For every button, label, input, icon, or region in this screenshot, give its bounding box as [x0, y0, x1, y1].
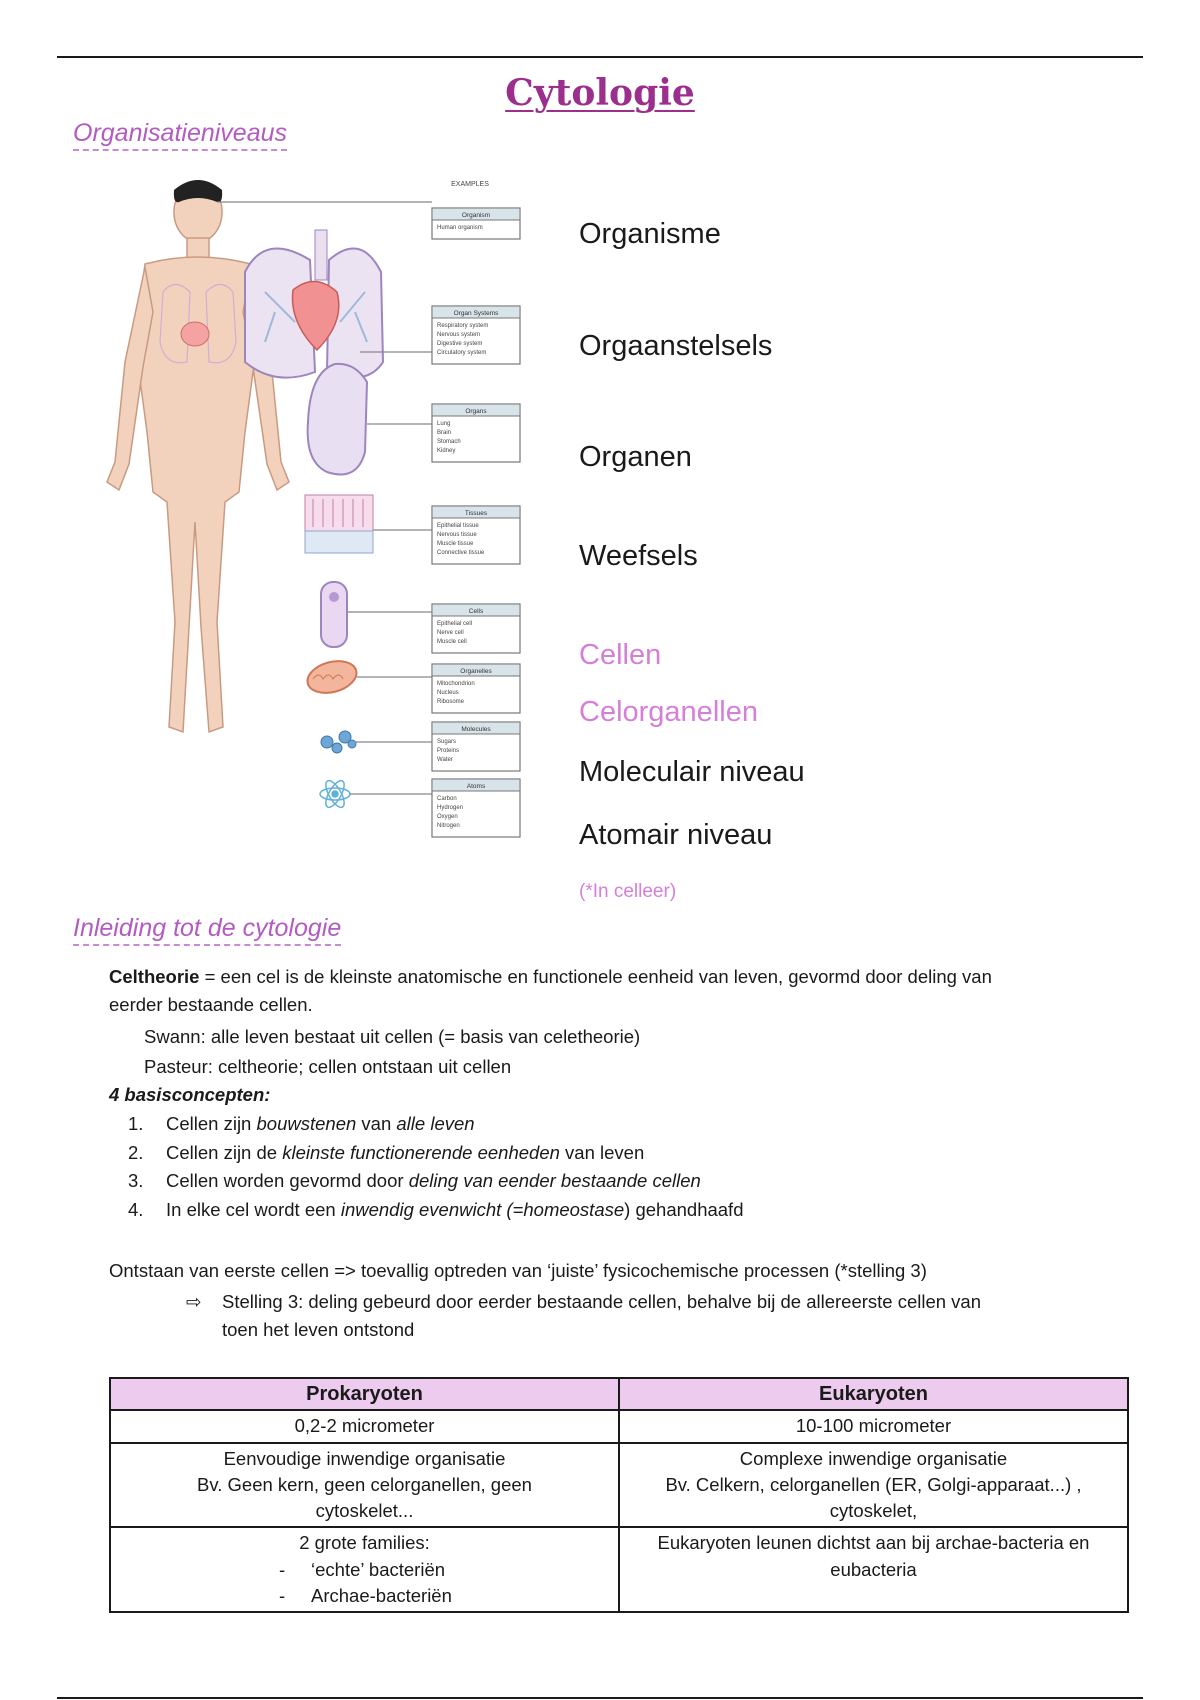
example-box: [432, 208, 520, 239]
list-marker: -: [279, 1558, 286, 1580]
level-label: Moleculair niveau: [579, 756, 805, 788]
concepts-heading: 4 basisconcepten:: [109, 1084, 271, 1105]
bottom-rule: [57, 1697, 1143, 1699]
cell-text: Archae-bacteriën: [311, 1584, 452, 1606]
swann-statement: Swann: alle leven bestaat uit cellen (= basis van celetheorie): [144, 1026, 641, 1047]
concept-text: van: [356, 1113, 397, 1134]
example-box-title: Organ Systems: [453, 310, 499, 317]
example-box-title: Organism: [461, 212, 491, 219]
cell-pro-organisation: [110, 1443, 619, 1528]
example-box: [432, 779, 520, 837]
example-box-item: Digestive system: [437, 341, 483, 347]
cell-pro-families: [110, 1527, 619, 1612]
level-label: Orgaanstelsels: [579, 330, 773, 362]
example-box: [432, 664, 520, 713]
tissue-icon: [305, 495, 373, 553]
example-box-title: Atoms: [466, 783, 486, 790]
list-item: [119, 1583, 610, 1609]
cell-text: Bv. Geen kern, geen celorganellen, geen: [197, 1473, 532, 1495]
example-box-item: Brain: [437, 430, 452, 436]
cell-text: 10-100 micrometer: [795, 1415, 952, 1437]
section-heading-levels: Organisatieniveaus: [73, 120, 287, 151]
example-box-item: Oxygen: [437, 814, 458, 820]
example-box: [432, 604, 520, 653]
example-box: [432, 506, 520, 564]
mitochondrion-icon: [304, 656, 360, 698]
concept-text: In elke cel wordt een: [166, 1198, 341, 1220]
example-box-item: Epithelial cell: [437, 621, 473, 627]
cell-text: cytoskelet...: [315, 1500, 414, 1522]
example-box-item: Lung: [437, 421, 451, 427]
arrow-right-icon: ⇨: [186, 1291, 202, 1312]
organization-levels-illustration: [105, 172, 545, 902]
molecules-icon: [321, 731, 356, 753]
example-box-item: Kidney: [437, 448, 456, 454]
cell-text: Eukaryoten leunen dichtst aan bij archae-bacteria en: [657, 1532, 1090, 1554]
list-marker: -: [279, 1584, 286, 1606]
examples-label: EXAMPLES: [451, 181, 489, 188]
cell-text: cytoskelet,: [829, 1500, 918, 1522]
concept-number: 2.: [128, 1141, 144, 1163]
example-box-item: Muscle tissue: [437, 541, 474, 547]
concept-item: [128, 1196, 744, 1225]
concept-number: 1.: [128, 1113, 144, 1134]
stelling-line1: Stelling 3: deling gebeurd door eerder bestaande cellen, behalve bij de allereerste cellen van: [222, 1291, 982, 1312]
cell-text: Eenvoudige inwendige organisatie: [223, 1447, 506, 1469]
concept-emphasis: bouwstenen: [256, 1113, 357, 1134]
example-box-item: Sugars: [437, 739, 457, 745]
cell-text: ‘echte’ bacteriën: [311, 1558, 446, 1580]
header-eukaryoten: Eukaryoten: [619, 1378, 1128, 1410]
concept-text: Cellen zijn: [166, 1113, 257, 1134]
concept-text: Cellen worden gevormd door: [166, 1170, 409, 1191]
cell-text: 2 grote families:: [299, 1532, 430, 1554]
table-row: [110, 1410, 1128, 1442]
cell-text: Complexe inwendige organisatie: [739, 1447, 1008, 1469]
levels-note: (*In celleer): [579, 881, 677, 902]
example-box-item: Nerve cell: [437, 630, 464, 636]
table-row: [110, 1443, 1128, 1528]
example-box-title: Molecules: [461, 726, 491, 733]
stelling-line2: toen het leven ontstond: [222, 1318, 415, 1340]
pasteur-statement: Pasteur: celtheorie; cellen ontstaan uit cellen: [144, 1056, 512, 1077]
list-item: [119, 1557, 610, 1583]
example-box-title: Tissues: [464, 510, 488, 517]
concept-text: Cellen zijn de: [166, 1141, 283, 1163]
celltheory-term: Celtheorie: [109, 966, 200, 987]
example-box-item: Circulatory system: [437, 350, 487, 356]
example-box-item: Nitrogen: [437, 823, 460, 829]
example-box-item: Mitochondrion: [437, 681, 475, 687]
cell-text: Bv. Celkern, celorganellen (ER, Golgi-apparaat...) ,: [665, 1473, 1082, 1495]
cell-text: 0,2-2 micrometer: [294, 1415, 435, 1437]
cell-eu-size: [619, 1410, 1128, 1442]
example-box-item: Proteins: [437, 748, 460, 754]
level-label: Atomair niveau: [579, 819, 773, 851]
celltheory-definition: [109, 963, 1139, 1019]
celltheory-def-line2: eerder bestaande cellen.: [109, 993, 313, 1015]
example-box-item: Muscle cell: [437, 639, 467, 645]
example-box-title: Organs: [465, 408, 487, 415]
concepts-list: [128, 1110, 744, 1224]
table-header-row: [110, 1378, 1128, 1410]
example-box-item: Epithelial tissue: [437, 523, 479, 529]
level-label: Weefsels: [579, 540, 698, 572]
origin-statement: Ontstaan van eerste cellen => toevallig optreden van ‘juiste’ fysicochemische processen (*stelling 3): [109, 1260, 927, 1281]
example-box-item: Human organism: [437, 225, 483, 231]
lungs-heart-icon: [245, 230, 383, 378]
concept-emphasis: deling van eender bestaande cellen: [408, 1170, 701, 1191]
concept-item: [128, 1139, 744, 1168]
level-label: Organisme: [579, 218, 721, 250]
example-box-title: Organelles: [460, 668, 492, 675]
cell-text: eubacteria: [830, 1558, 917, 1580]
cell-pro-size: [110, 1410, 619, 1442]
example-box: [432, 404, 520, 462]
page-title: Cytologie: [505, 72, 695, 114]
level-label: Cellen: [579, 639, 662, 671]
example-box-item: Nervous system: [437, 332, 481, 338]
atom-icon: [320, 778, 350, 810]
example-box-item: Connective tissue: [437, 550, 485, 556]
concept-item: [128, 1110, 744, 1139]
concept-text: ) gehandhaafd: [624, 1198, 744, 1220]
cell-eu-relation: [619, 1527, 1128, 1612]
example-box: [432, 722, 520, 771]
example-box-item: Stomach: [437, 439, 461, 445]
concept-emphasis: alle leven: [396, 1113, 475, 1134]
level-label: Organen: [579, 441, 692, 473]
cell-icon: [321, 582, 347, 647]
example-box-item: Nucleus: [437, 690, 459, 696]
lung-icon: [308, 364, 367, 475]
concept-emphasis: kleinste functionerende eenheden: [282, 1141, 560, 1163]
section-heading-intro: Inleiding tot de cytologie: [73, 915, 341, 946]
cell-eu-organisation: [619, 1443, 1128, 1528]
concept-emphasis: inwendig evenwicht (=homeostase: [340, 1198, 625, 1220]
header-prokaryoten: Prokaryoten: [110, 1378, 619, 1410]
concept-item: [128, 1167, 744, 1196]
comparison-table: [109, 1377, 1129, 1613]
example-box-item: Ribosome: [437, 699, 465, 705]
level-label: Celorganellen: [579, 696, 758, 728]
top-rule: [57, 56, 1143, 58]
example-box-item: Water: [437, 757, 453, 763]
stelling-note: [186, 1288, 1116, 1344]
example-box-item: Hydrogen: [437, 805, 464, 811]
table-row: [110, 1527, 1128, 1612]
example-box-title: Cells: [468, 608, 484, 615]
concept-text: van leven: [559, 1141, 645, 1163]
example-box-item: Nervous tissue: [437, 532, 477, 538]
concept-number: 4.: [128, 1198, 144, 1220]
celltheory-def-line1: = een cel is de kleinste anatomische en functionele eenheid van leven, gevormd door deling van: [199, 966, 992, 987]
example-box-item: Carbon: [437, 796, 457, 802]
concept-number: 3.: [128, 1170, 144, 1191]
example-box-item: Respiratory system: [437, 323, 489, 329]
example-box: [432, 306, 520, 364]
